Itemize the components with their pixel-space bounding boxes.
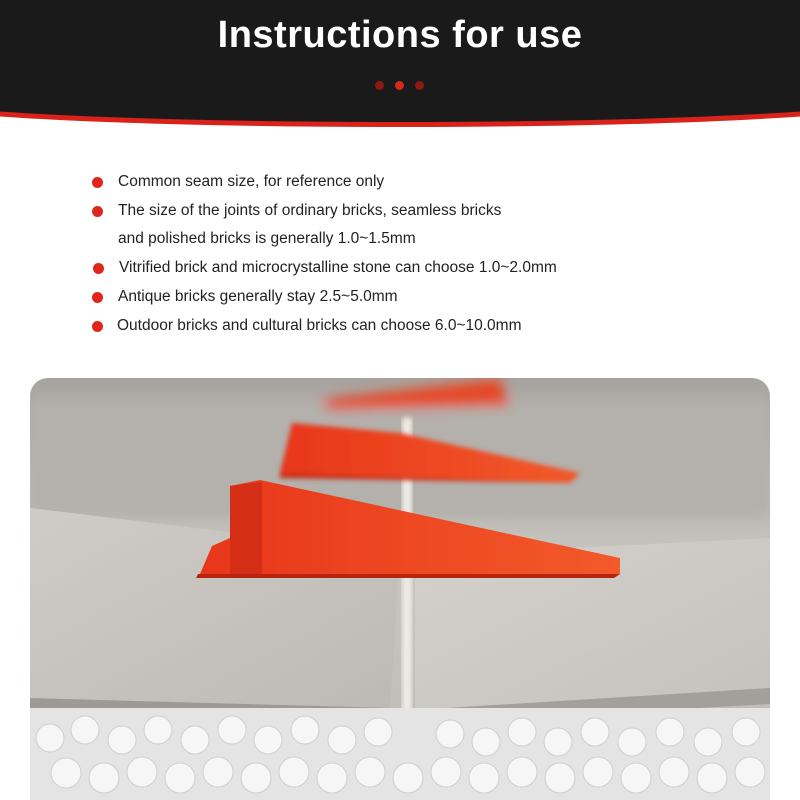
instructions-list [0,166,800,356]
bullet-text: Outdoor bricks and cultural bricks can choose 6.0~10.0mm [117,317,522,334]
bullet-text: The size of the joints of ordinary bricks, seamless bricks [118,202,502,219]
dot-icon [375,81,384,90]
bullet-text: Vitrified brick and microcrystalline stone can choose 1.0~2.0mm [119,259,557,276]
bullet-text: Antique bricks generally stay 2.5~5.0mm [118,288,398,305]
bullet-icon [92,292,103,303]
bullet-icon [92,321,103,332]
list-item [0,285,800,309]
bullet-text: Common seam size, for reference only [118,173,385,190]
list-item [0,170,800,194]
dot-icon [415,81,424,90]
dot-icon [395,81,404,90]
decorative-dots [374,81,426,91]
page-title: Instructions for use [217,14,583,56]
bullet-icon [93,263,104,274]
bullet-icon [92,206,103,217]
list-item [0,199,800,253]
photo-illustration [30,378,770,800]
header-red-curve [0,104,800,164]
list-item [0,256,800,280]
bullet-icon [92,177,103,188]
bullet-text: and polished bricks is generally 1.0~1.5mm [118,230,416,247]
tile-leveling-wedges-photo [30,378,770,800]
list-item [0,314,800,338]
